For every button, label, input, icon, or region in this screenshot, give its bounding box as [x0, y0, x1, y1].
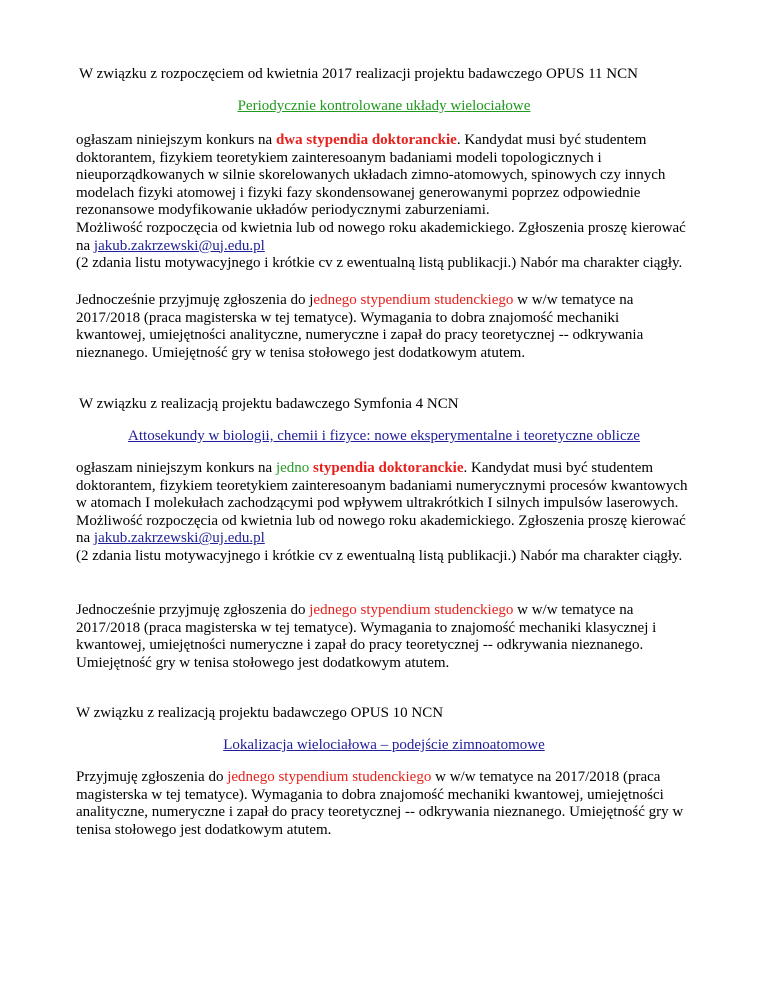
- highlight-student-scholarship: jednego stypendium studenckiego: [227, 769, 432, 785]
- highlight-phd-scholarship: stypendia doktoranckie: [313, 460, 464, 476]
- text: Jednocześnie przyjmuję zgłoszenia do j: [76, 292, 314, 308]
- email-link[interactable]: jakub.zakrzewski@uj.edu.pl: [93, 237, 265, 254]
- text: ogłaszam niniejszym konkurs na: [76, 460, 276, 476]
- section3-title[interactable]: [76, 737, 692, 755]
- text: w w/w tematyce na 2017/2018 (praca magisterska w tej tematyce). Wymagania to znajomość mechaniki klasycznej i kwantowej, umiejętności numeryczne i zapał do pracy teoretycznej -- odkrywania nieznanego. Umiejętność gry w tenisa stołowego jest dodatkowym atutem.: [76, 602, 657, 671]
- text: ogłaszam niniejszym konkurs na: [76, 132, 276, 148]
- section3-title-link[interactable]: Lokalizacja wielociałowa – podejście zimnoatomowe: [223, 737, 545, 753]
- section2-paragraph-2: [76, 602, 692, 672]
- section1-intro: W związku z rozpoczęciem od kwietnia 2017 realizacji projektu badawczego OPUS 11 NCN: [79, 66, 638, 82]
- email-link[interactable]: jakub.zakrzewski@uj.edu.pl: [93, 530, 265, 547]
- text: (2 zdania listu motywacyjnego i krótkie cv z ewentualną listą publikacji.) Nabór ma charakter ciągły.: [76, 547, 683, 564]
- text: Możliwość rozpoczęcia od kwietnia lub od nowego roku akademickiego. Zgłoszenia proszę kierować na: [76, 219, 686, 254]
- highlight-student-scholarship: ednego stypendium studenckiego: [313, 292, 514, 308]
- section3-intro: W związku z realizacją projektu badawczego OPUS 10 NCN: [76, 705, 444, 721]
- text: w w/w tematyce na 2017/2018 (praca magisterska w tej tematyce). Wymagania to dobra znajomość mechaniki kwantowej, umiejętności analityczne, numeryczne i zapał do pracy teoretycznej -- odkrywania nieznanego. Umiejętność gry w tenisa stołowego jest dodatkowym atutem.: [76, 769, 684, 838]
- text: (2 zdania listu motywacyjnego i krótkie cv z ewentualną listą publikacji.) Nabór ma charakter ciągły.: [76, 255, 683, 272]
- highlight-student-scholarship: jednego stypendium studenckiego: [309, 602, 514, 618]
- section1-title[interactable]: [76, 98, 692, 116]
- section2-title-link[interactable]: Attosekundy w biologii, chemii i fizyce: nowe eksperymentalne i teoretyczne oblicze: [128, 428, 640, 444]
- highlight-phd-scholarships: dwa stypendia doktoranckie: [275, 132, 457, 148]
- section3-paragraph-1: [76, 769, 692, 839]
- text: . Kandydat musi być studentem doktorantem, fizykiem teoretykiem zainteresoanym badaniami numerycznymi procesów kwantowych w atomach I molekułach zachodzącymi pod wpływem ultrakrótkich I silnych impulsów laserowych.: [76, 460, 688, 512]
- section1-title-link[interactable]: Periodycznie kontrolowane układy wielociałowe: [237, 98, 531, 114]
- text: w w/w tematyce na 2017/2018 (praca magisterska w tej tematyce). Wymagania to dobra znajomość mechaniki kwantowej, umiejętności analityczne, numeryczne i zapał do pracy teoretycznej -- odkrywania nieznanego. Umiejętność gry w tenisa stołowego jest dodatkowym atutem.: [76, 292, 644, 361]
- text: . Kandydat musi być studentem doktorantem, fizykiem teoretykiem zainteresoanym badaniami modeli topologicznych i nieuporządkowanych w silnie skorelowanych układach zimno-atomowych, spinowych czy innych modelach fizyki atomowej i fizyki fazy skondensowanej generowanymi poprzez odpowiednie rezonansowe modyfikowanie układów periodycznymi zaburzeniami.: [76, 132, 666, 219]
- section1-paragraph-1: [76, 132, 692, 273]
- text: Przyjmuję zgłoszenia do: [76, 769, 228, 785]
- text: Jednocześnie przyjmuję zgłoszenia do: [76, 602, 310, 618]
- section1-paragraph-2: [76, 292, 692, 362]
- highlight-one: jedno: [275, 460, 310, 476]
- section2-intro: W związku z realizacją projektu badawczego Symfonia 4 NCN: [79, 396, 459, 412]
- text: Możliwość rozpoczęcia od kwietnia lub od nowego roku akademickiego. Zgłoszenia proszę kierować na: [76, 512, 686, 547]
- section2-paragraph-1: [76, 460, 692, 566]
- section2-title[interactable]: [76, 428, 692, 446]
